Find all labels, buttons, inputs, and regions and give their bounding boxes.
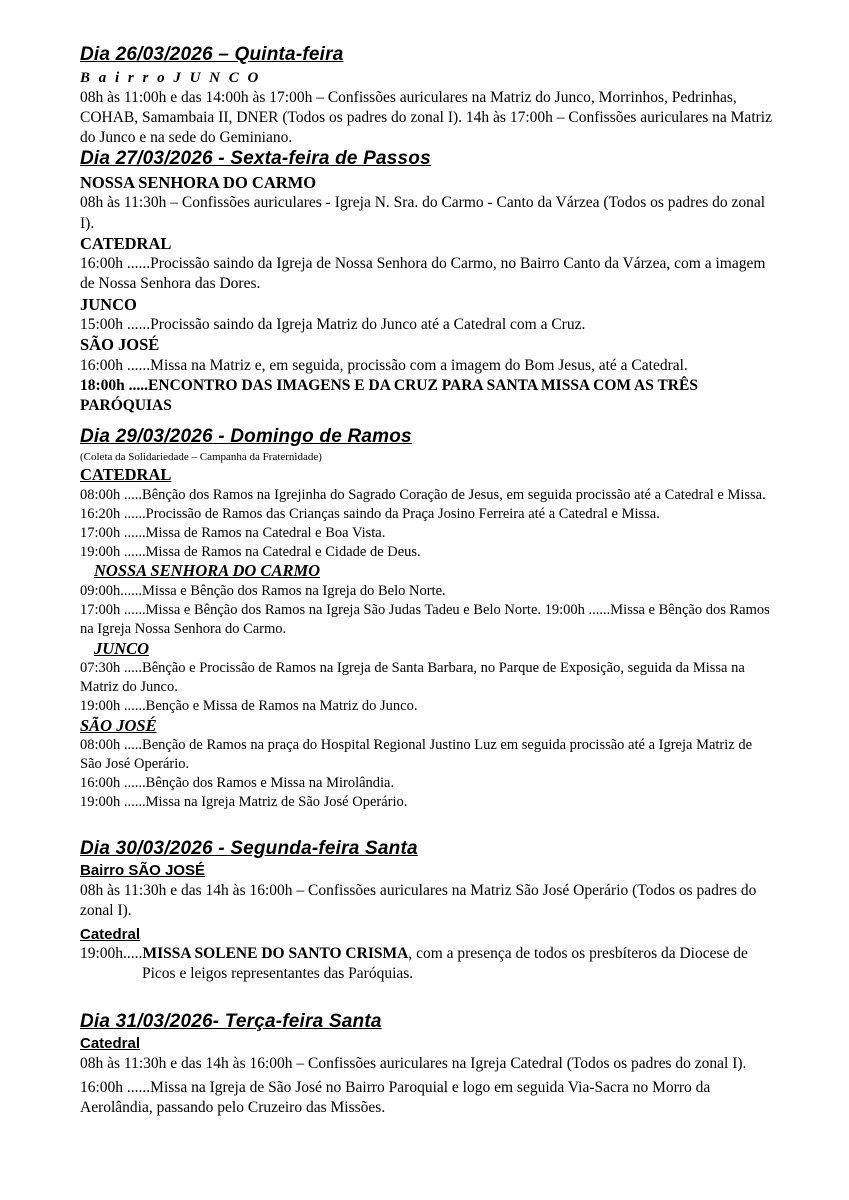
subsection-label-sao-jose-ramos: SÃO JOSÉ [80, 715, 157, 735]
subsection-line-rich [80, 944, 777, 984]
subsection-label-nossa-senhora-do-carmo: NOSSA SENHORA DO CARMO [80, 172, 317, 192]
day-heading: Dia 26/03/2026 – Quinta-feira [80, 44, 344, 65]
subsection-label-sao-jose: SÃO JOSÉ [80, 335, 160, 355]
subsection-label-catedral-31: Catedral [80, 1035, 141, 1053]
subsection-line: 16:20h ......Procissão de Ramos das Crianças saindo da Praça Josino Ferreira até a Catedral e Missa. [80, 505, 660, 522]
subsection-line: 08h às 11:30h e das 14h às 16:00h – Confissões auriculares na Igreja Catedral (Todos os padres do zonal I). [80, 1055, 747, 1073]
subsection-line: 08h às 11:00h e das 14:00h às 17:00h – Confissões auriculares na Matriz do Junco, Morrinhos, Pedrinhas, COHAB, Samambaia II, DNER (Todos os padres do zonal I). 14h às 17:00h – Confissões auriculares na Matriz do Junco e na sede do Geminiano. [80, 88, 772, 146]
subsection-label-catedral-ramos: CATEDRAL [80, 465, 172, 485]
section-dia-27 [80, 148, 777, 416]
subsection-line: 16:00h ......Procissão saindo da Igreja de Nossa Senhora do Carmo, no Bairro Canto da Várzea, com a imagem de Nossa Senhora das Dores. [80, 255, 766, 293]
section-dia-31 [80, 1011, 777, 1119]
subsection-line: 19:00h ......Missa na Igreja Matriz de São José Operário. [80, 793, 408, 810]
subsection-label-catedral: CATEDRAL [80, 233, 172, 253]
day-heading: Dia 27/03/2026 - Sexta-feira de Passos [80, 147, 431, 169]
subsection-label-nsc-ramos: NOSSA SENHORA DO CARMO [94, 561, 321, 581]
line-prefix: 19:00h..... [80, 945, 143, 963]
subsection-line: 09:00h......Missa e Bênção dos Ramos na Igreja do Belo Norte. [80, 583, 446, 599]
subsection-line: 16:00h ......Bênção dos Ramos e Missa na Mirolândia. [80, 775, 395, 791]
subsection-label-junco: JUNCO [80, 294, 137, 314]
subsection-line: 08:00h .....Bênção dos Ramos na Igrejinha do Sagrado Coração de Jesus, em seguida procissão até a Catedral e Missa. [80, 487, 766, 503]
subsection-line: 17:00h ......Missa de Ramos na Catedral e Boa Vista. [80, 524, 386, 541]
subsection-line: 19:00h ......Bençãо e Missa de Ramos na Matriz do Junco. [80, 697, 418, 714]
subsection-line: 08h às 11:30h e das 14h às 16:00h – Confissões auriculares na Matriz São José Operário (Todos os padres do zonal I). [80, 882, 757, 920]
subsection-label-bairro-junco: B a i r r o J U N C O [80, 69, 261, 86]
subsection-label-catedral-30: Catedral [80, 925, 141, 943]
subsection-line: 17:00h ......Missa e Bênção dos Ramos na Igreja São Judas Tadeu e Belo Norte. 19:00h ......Missa e Bênção dos Ramos na Igreja Nossa Senhora do Carmo. [80, 601, 770, 637]
collection-note: (Coleta da Solidariedade – Campanha da Fraternidade) [80, 451, 322, 464]
line-bold-segment: MISSA SOLENE DO SANTO CRISMA [142, 945, 409, 963]
subsection-line: 08:00h .....Bençãо de Ramos na praça do Hospital Regional Justino Luz em seguida procissão até a Igreja Matriz de São José Operário. [80, 737, 753, 773]
subsection-label-junco-ramos: JUNCO [94, 638, 150, 658]
subsection-line: 16:00h ......Missa na Matriz e, em seguida, procissão com a imagem do Bom Jesus, até a Catedral. [80, 356, 688, 374]
subsection-line: 07:30h .....Bênção e Procissão de Ramos na Igreja de Santa Barbara, no Parque de Exposição, seguida da Missa na Matriz do Junco. [80, 660, 745, 695]
section-dia-29 [80, 426, 777, 811]
day-heading: Dia 30/03/2026 - Segunda-feira Santa [80, 837, 418, 859]
subsection-line: 16:00h ......Missa na Igreja de São José no Bairro Paroquial e logo em seguida Via-Sacra no Morro da Aerolândia, passando pelo Cruzeiro das Missões. [80, 1079, 711, 1117]
subsection-line: 19:00h ......Missa de Ramos na Catedral e Cidade de Deus. [80, 543, 421, 560]
line-suffix: , com a presença de todos os presbíteros da Diocese de Picos e leigos representantes das Paróquias. [142, 945, 748, 983]
subsection-line: 15:00h ......Procissão saindo da Igreja Matriz do Junco até a Catedral com a Cruz. [80, 316, 586, 334]
closing-highlight: 18:00h .....ENCONTRO DAS IMAGENS E DA CRUZ PARA SANTA MISSA COM AS TRÊS PARÓQUIAS [80, 377, 698, 415]
day-heading: Dia 31/03/2026- Terça-feira Santa [80, 1010, 382, 1032]
section-dia-30 [80, 838, 777, 985]
day-heading: Dia 29/03/2026 - Domingo de Ramos [80, 426, 412, 448]
section-dia-26 [80, 44, 777, 148]
subsection-line: 08h às 11:30h – Confissões auriculares - Igreja N. Sra. do Carmo - Canto da Várzea (Todos os padres do zonal I). [80, 194, 766, 232]
subsection-label-bairro-sao-jose: Bairro SÃO JOSÉ [80, 862, 206, 880]
